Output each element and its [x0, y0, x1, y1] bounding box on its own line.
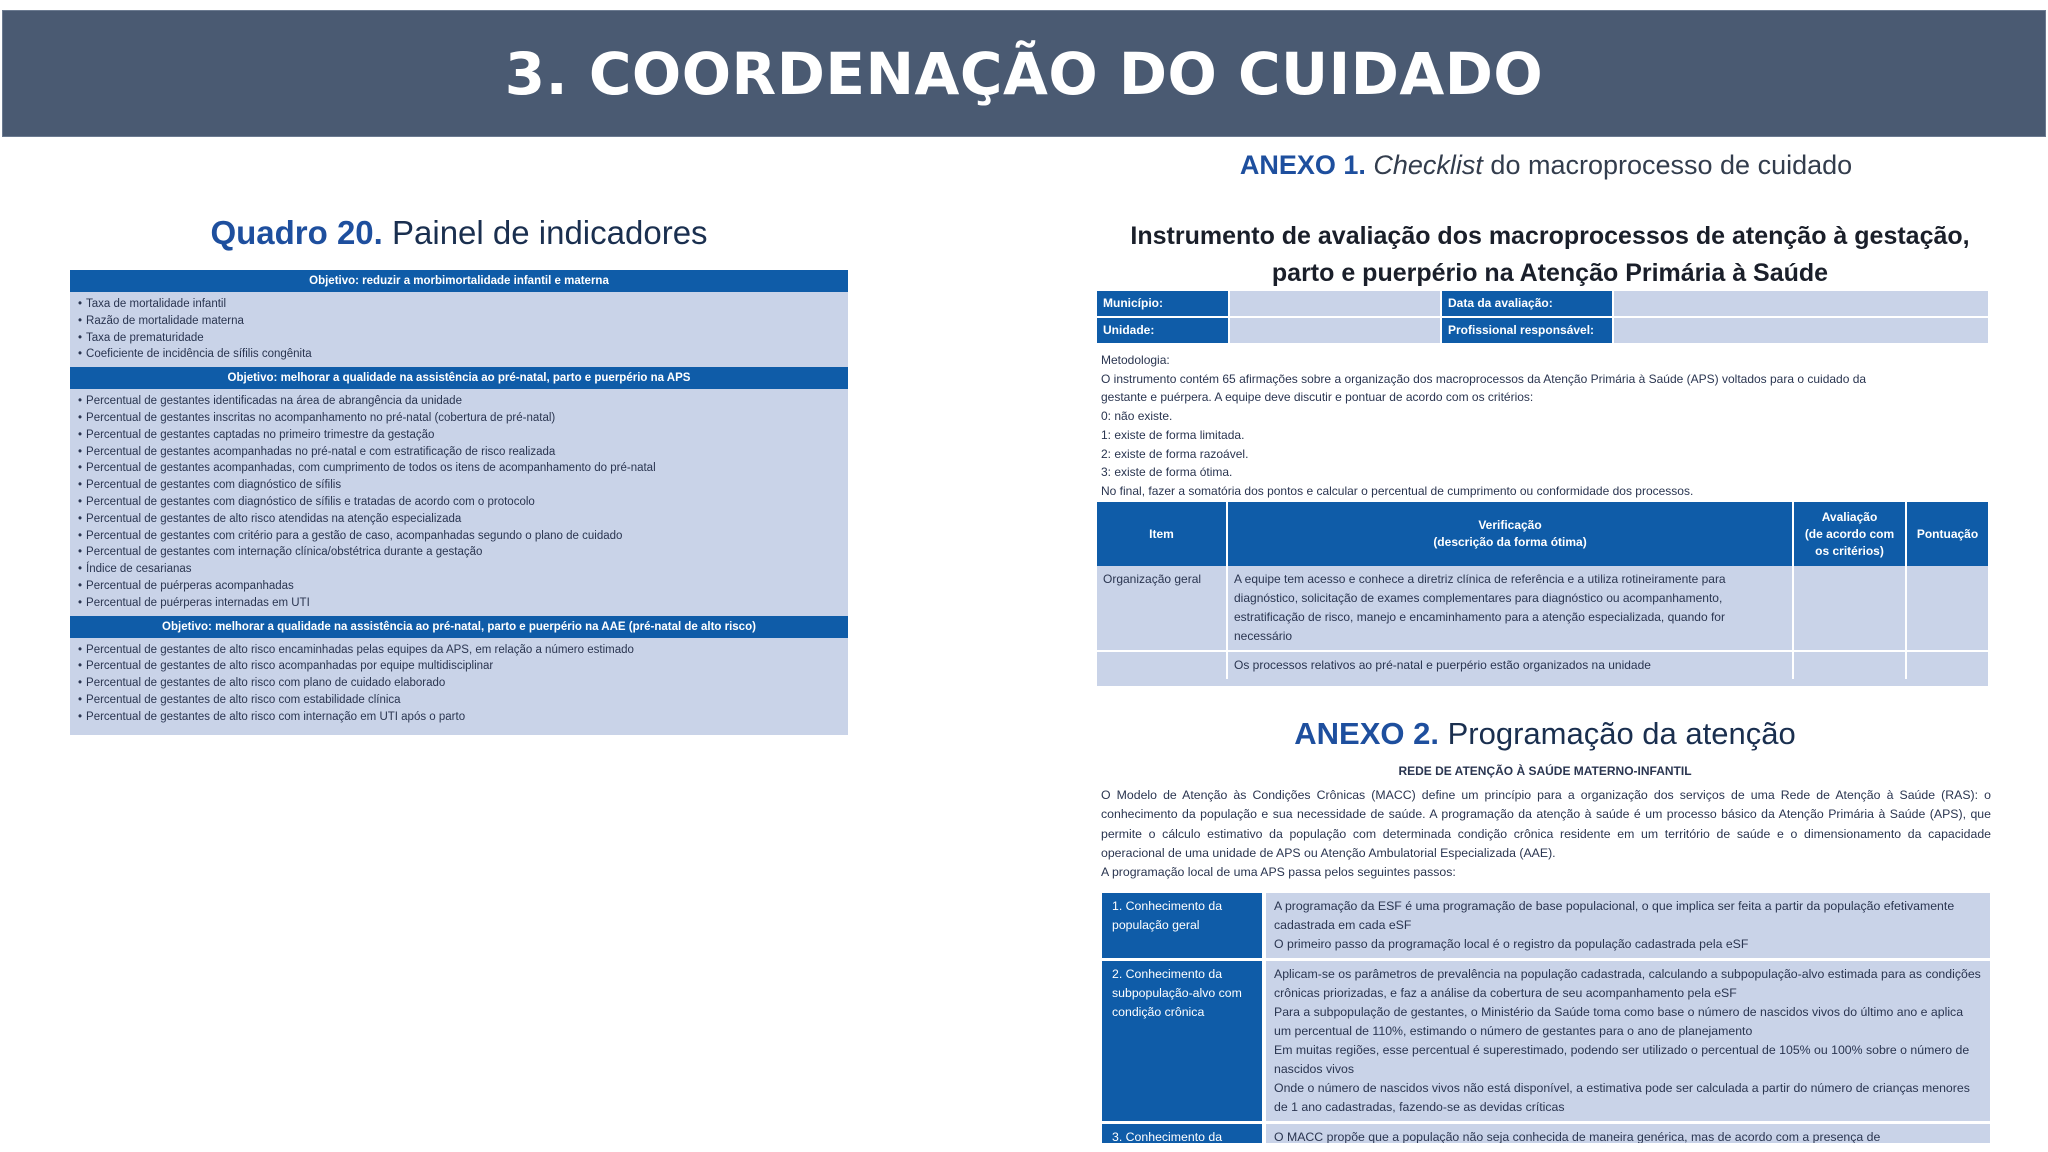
step-line: A programação da ESF é uma programação de base populacional, o que implica ser feita a partir da população efetivamente cadastrada em cada eSF	[1274, 899, 1955, 932]
quadro20-list	[70, 389, 848, 615]
step-description	[1266, 961, 1990, 1121]
cell-pontuacao	[1907, 566, 1988, 650]
list-item: • Percentual de gestantes de alto risco acompanhadas por equipe multidisciplinar	[78, 658, 838, 675]
list-item: • Taxa de prematuridade	[78, 330, 838, 347]
anexo1-metodologia	[1101, 351, 1993, 501]
step-line: Em muitas regiões, esse percentual é superestimado, podendo ser utilizado o percentual de 105% ou 100% sobre o número de nascidos vivos	[1274, 1043, 1970, 1076]
anexo2-title-rest: Programação da atenção	[1438, 716, 1796, 751]
list-item: • Percentual de gestantes de alto risco atendidas na atenção especializada	[78, 511, 838, 528]
cell-verificacao: A equipe tem acesso e conhece a diretriz clínica de referência e a utiliza rotineiramente para diagnóstico, solicitação de exames complementares para diagnóstico ou acompanhamento, estratificação de risco, manejo e encaminhamento para a atenção especializada, quando for necessário	[1228, 566, 1794, 650]
list-item: • Percentual de gestantes com diagnóstico de sífilis	[78, 477, 838, 494]
list-item: • Percentual de gestantes de alto risco com estabilidade clínica	[78, 692, 838, 709]
anexo2-table	[1102, 893, 1990, 1143]
quadro20-list	[70, 292, 848, 367]
list-item: • Percentual de gestantes identificadas na área de abrangência da unidade	[78, 393, 838, 410]
step-label: 3. Conhecimento da	[1102, 1124, 1262, 1143]
step-line: O primeiro passo da programação local é o registro da população cadastrada pela eSF	[1274, 937, 1749, 951]
anexo1-table	[1097, 502, 1988, 686]
cell-item: Organização geral	[1097, 566, 1228, 650]
header-item: Item	[1097, 502, 1228, 566]
method-line: O instrumento contém 65 afirmações sobre a organização dos macroprocessos da Atenção Primária à Saúde (APS) voltados para o cuidado da	[1101, 371, 1867, 386]
step-line: Onde o número de nascidos vivos não está disponível, a estimativa pode ser calculada a partir do número de crianças menores de 1 ano cadastradas, fazendo-se as devidas críticas	[1274, 1081, 1970, 1114]
list-item: • Percentual de gestantes com diagnóstico de sífilis e tratadas de acordo com o protocolo	[78, 494, 838, 511]
list-item: • Percentual de gestantes de alto risco encaminhadas pelas equipes da APS, em relação a número estimado	[78, 642, 838, 659]
header-pontuacao: Pontuação	[1916, 526, 1979, 541]
intro-paragraph: O Modelo de Atenção às Condições Crônicas (MACC) define um princípio para a organização dos serviços de uma Rede de Atenção à Saúde (RAS): o conhecimento da população e sua necessidade de saúde. A programação da atenção à saúde é um processo básico da Atenção Primária à Saúde (APS), que permite o cálculo estimativo da população com determinada condição crônica residente em um território de saúde e o dimensionamento da capacidade operacional de uma unidade de APS ou Atenção Ambulatorial Especializada (AAE).	[1101, 788, 1991, 860]
anexo2-intro	[1101, 786, 1991, 882]
method-line: 0: não existe.	[1101, 409, 1173, 424]
quadro20-title-rest: Painel de indicadores	[382, 214, 708, 251]
list-item: • Percentual de gestantes captadas no primeiro trimestre da gestação	[78, 427, 838, 444]
anexo1-title-italic: Checklist	[1373, 150, 1483, 180]
step-line: O MACC propõe que a população não seja conhecida de maneira genérica, mas de acordo com a presença de	[1274, 1130, 1881, 1143]
table-row	[1102, 1124, 1990, 1143]
municipio-field	[1230, 291, 1440, 316]
quadro20-title	[70, 214, 848, 252]
method-line: No final, fazer a somatória dos pontos e calcular o percentual de cumprimento ou conformidade dos processos.	[1101, 483, 1694, 498]
anexo2-title	[1100, 716, 1990, 752]
quadro20-panel	[70, 270, 848, 735]
step-label: 1. Conhecimento da população geral	[1102, 893, 1262, 958]
anexo1-form	[1097, 291, 1988, 345]
list-item: • Percentual de gestantes de alto risco com internação em UTI após o parto	[78, 709, 838, 726]
profissional-field	[1614, 318, 1988, 343]
cell-pontuacao	[1907, 652, 1988, 679]
step-label: 2. Conhecimento da subpopulação-alvo com condição crônica	[1102, 961, 1262, 1121]
list-item: • Percentual de gestantes inscritas no acompanhamento no pré-natal (cobertura de pré-natal)	[78, 410, 838, 427]
list-item: • Percentual de gestantes acompanhadas no pré-natal e com estratificação de risco realizada	[78, 444, 838, 461]
anexo2-rede-heading: REDE DE ATENÇÃO À SAÚDE MATERNO-INFANTIL	[1398, 764, 1692, 778]
table-row	[1097, 566, 1988, 652]
quadro20-title-bold: Quadro 20.	[210, 214, 383, 251]
list-item: • Percentual de puérperas internadas em UTI	[78, 595, 838, 612]
cell-avaliacao	[1794, 566, 1907, 650]
list-item: • Percentual de gestantes de alto risco com plano de cuidado elaborado	[78, 675, 838, 692]
list-item: • Percentual de puérperas acompanhadas	[78, 578, 838, 595]
method-line: 3: existe de forma ótima.	[1101, 465, 1233, 480]
list-item: • Coeficiente de incidência de sífilis congênita	[78, 346, 838, 363]
table-row	[1102, 961, 1990, 1121]
header-avaliacao: Avaliação (de acordo com os critérios)	[1794, 502, 1907, 566]
table-row	[1097, 652, 1988, 679]
method-line: 2: existe de forma razoável.	[1101, 446, 1249, 461]
list-item: • Percentual de gestantes acompanhadas, com cumprimento de todos os itens de acompanhamento do pré-natal	[78, 460, 838, 477]
list-item: • Índice de cesarianas	[78, 561, 838, 578]
table-header	[1097, 502, 1988, 566]
quadro20-section-heading: Objetivo: melhorar a qualidade na assistência ao pré-natal, parto e puerpério na AAE (pré-natal de alto risco)	[70, 616, 848, 638]
quadro20-section-heading: Objetivo: reduzir a morbimortalidade infantil e materna	[70, 270, 848, 292]
list-item: • Taxa de mortalidade infantil	[78, 296, 838, 313]
step-description	[1266, 1124, 1990, 1143]
unidade-field	[1230, 318, 1440, 343]
anexo1-subtitle: Instrumento de avaliação dos macroprocessos de atenção à gestação, parto e puerpério na Atenção Primária à Saúde	[1130, 222, 1970, 287]
cell-item	[1097, 652, 1228, 679]
profissional-label: Profissional responsável:	[1442, 318, 1612, 343]
list-item: • Percentual de gestantes com internação clínica/obstétrica durante a gestação	[78, 544, 838, 561]
data-avaliacao-field	[1614, 291, 1988, 316]
anexo1-title	[1096, 150, 1996, 181]
data-avaliacao-label: Data da avaliação:	[1442, 291, 1612, 316]
step-description	[1266, 893, 1990, 958]
slide-title: 3. COORDENAÇÃO DO CUIDADO	[504, 39, 1544, 108]
form-row	[1097, 318, 1988, 343]
slide-title-bar	[2, 10, 2046, 137]
quadro20-section-heading: Objetivo: melhorar a qualidade na assistência ao pré-natal, parto e puerpério na APS	[70, 367, 848, 389]
municipio-label: Município:	[1097, 291, 1228, 316]
anexo1-title-rest: do macroprocesso de cuidado	[1482, 150, 1853, 180]
method-line: Metodologia:	[1101, 353, 1170, 367]
form-row	[1097, 291, 1988, 316]
cell-avaliacao	[1794, 652, 1907, 679]
step-line: Aplicam-se os parâmetros de prevalência na população cadastrada, calculando a subpopulação-alvo estimada para as condições crônicas priorizadas, e faz a análise da cobertura de seu acompanhamento pela eSF	[1274, 967, 1981, 1000]
unidade-label: Unidade:	[1097, 318, 1228, 343]
cell-verificacao: Os processos relativos ao pré-natal e puerpério estão organizados na unidade	[1228, 652, 1794, 679]
list-item: • Percentual de gestantes com critério para a gestão de caso, acompanhadas segundo o plano de cuidado	[78, 528, 838, 545]
intro-paragraph-2: A programação local de uma APS passa pelos seguintes passos:	[1101, 865, 1456, 880]
list-item: • Razão de mortalidade materna	[78, 313, 838, 330]
table-row	[1102, 893, 1990, 958]
method-line: gestante e puérpera. A equipe deve discutir e pontuar de acordo com os critérios:	[1101, 390, 1534, 405]
anexo1-title-bold: ANEXO 1.	[1239, 150, 1366, 180]
method-line: 1: existe de forma limitada.	[1101, 427, 1245, 442]
header-verificacao: Verificação (descrição da forma ótima)	[1228, 502, 1794, 566]
step-line: Para a subpopulação de gestantes, o Ministério da Saúde toma como base o número de nascidos vivos do último ano e aplica um percentual de 110%, estimando o número de gestantes para o ano de planejamento	[1274, 1005, 1964, 1038]
quadro20-list	[70, 638, 848, 730]
anexo2-title-bold: ANEXO 2.	[1294, 716, 1439, 751]
